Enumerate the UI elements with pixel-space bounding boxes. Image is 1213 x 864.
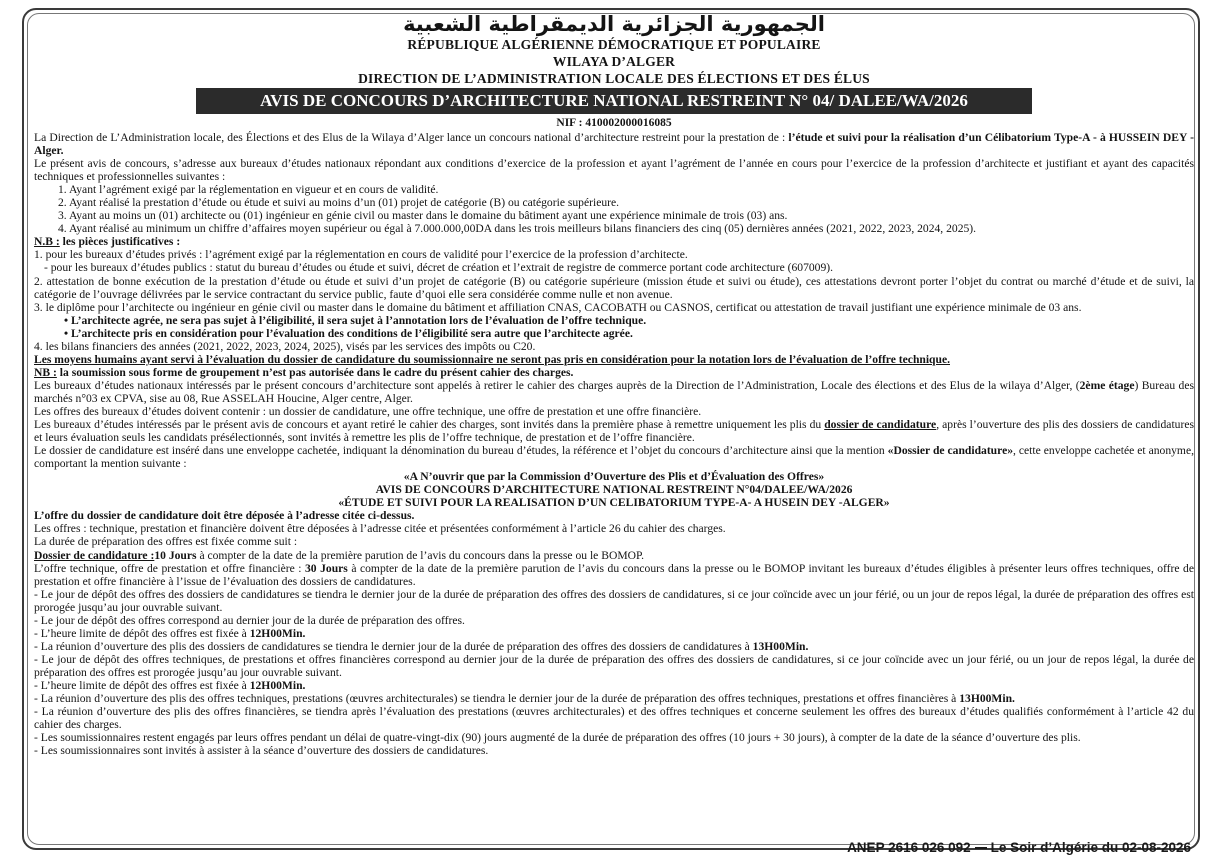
offres-contenu: Les offres des bureaux d’études doivent contenir : un dossier de candidature, une offre technique, une offre de prestation et une offre financière.	[34, 404, 702, 418]
mention-line: AVIS DE CONCOURS D’ARCHITECTURE NATIONAL RESTREINT N°04/DALEE/WA/2026	[375, 483, 853, 497]
rule-item	[34, 679, 1194, 692]
rule-item: - Le jour de dépôt des offres des dossiers de candidatures se tiendra le dernier jour de la durée de préparation des offres des dossiers de candidatures, si ce jour coïncide avec un jour férié, ou un jour de repos légal, la durée de préparation des offres est prorogée jusqu’au jour ouvrable suivant.	[34, 587, 1194, 614]
retrait-text: Les bureaux d’études nationaux intéressés par le présent concours d’architecture sont appelés à retirer le cahier des charges auprès de la Direction de l’Administration, Locale des élections et des Elus de la wilaya d’Alger, (	[34, 378, 1080, 392]
piece-item: 4. les bilans financiers des années (2021, 2022, 2023, 2024, 2025), visés par les services des impôts ou C20.	[34, 339, 536, 353]
rule-text: - L’heure limite de dépôt des offres est fixée à	[34, 678, 250, 692]
anep-reference: ANEP 2616 026 092	[847, 840, 971, 855]
intro-text: La Direction de L’Administration locale, des Élections et des Elus de la Wilaya d’Alger lance un concours national d’architecture restreint pour la prestation de :	[34, 131, 789, 144]
nb-label: N.B :	[34, 235, 60, 249]
depot-offres: Les offres : technique, prestation et financière doivent être déposées à l’adresse citée et présentées conformément à l’article 26 du cahier des charges.	[34, 522, 726, 536]
rule-item	[34, 640, 1194, 653]
dossier-duration	[34, 549, 1194, 562]
enveloppe-text-end: , cette enveloppe cachetée et anonyme, comportant la mention suivante :	[34, 444, 1194, 471]
dossier-candidature-label: dossier de candidature	[824, 418, 937, 432]
enveloppe-mention: «Dossier de candidature»	[887, 444, 1014, 458]
etage-label: 2ème étage	[1079, 378, 1135, 392]
notice-body	[34, 131, 1194, 757]
wilaya-title: WILAYA D’ALGER	[552, 54, 676, 69]
enveloppe-text: Le dossier de candidature est inséré dans une enveloppe cachetée, indiquant la dénomination du bureau d’études, la référence et l’objet du concours d’architecture ainsi que la mention	[34, 444, 888, 458]
notice-banner: AVIS DE CONCOURS D’ARCHITECTURE NATIONAL RESTREINT N° 04/ DALEE/WA/2026	[196, 88, 1032, 114]
condition-item: 2. Ayant réalisé la prestation d’étude ou étude et suivi au moins d’un (01) projet de catégorie (B) ou catégorie supérieure.	[58, 196, 620, 210]
rule-item	[34, 627, 1194, 640]
retrait-address: ) Bureau des marchés n°03 ex CPVA, sise au 08, Rue ASSELAH Houcine, Alger centre, Alger.	[34, 378, 1194, 405]
condition-item: 4. Ayant réalisé au minimum un chiffre d’affaires moyen supérieur ou égal à 7.000.000,00DA dans les trois meilleurs bilans financiers des cinq (05) dernières années (2021, 2022, 2023, 2024, 2025).	[58, 222, 977, 236]
rule-item: - Le jour de dépôt des offres techniques, de prestations et offres financières correspond au dernier jour de la durée de préparation des offres des dossiers de candidatures, si ce jour coïncide avec un jour férié, ou un jour de repos légal, la durée de préparation des offres est prorogée jusqu’au jour ouvrable suivant.	[34, 652, 1194, 679]
nb-title: les pièces justificatives :	[59, 235, 181, 249]
phase-text-end: , après l’ouverture des plis des dossiers de candidatures et leurs évaluation seuls les candidats présélectionnés, sont invités à remettre les plis de l’offre technique, de prestation et de l’offre financière.	[34, 418, 1194, 445]
rule-time: 12H00Min.	[249, 626, 306, 640]
piece-item: 3. le diplôme pour l’architecte ou ingénieur en génie civil ou master dans le domaine du bâtiment et affiliation CNAS, CACOBATH ou CASNOS, certificat ou attestation de travail justifiant une expérience minimale de 03 ans.	[34, 300, 1082, 314]
arabic-title: الجمهورية الجزائرية الديمقراطية الشعبية	[403, 12, 825, 36]
rule-item: - La réunion d’ouverture des plis des offres financières, se tiendra après l’évaluation des prestations (œuvres architecturales) et des offres techniques et concerne seulement les offres des bureaux d’études qualifiés conformément à l’article 42 du cahier des charges.	[34, 705, 1194, 732]
dossier-days: 10 Jours	[154, 548, 197, 562]
direction-title: DIRECTION DE L’ADMINISTRATION LOCALE DES ÉLECTIONS ET DES ÉLUS	[358, 71, 870, 86]
rule-item: - Les soumissionnaires restent engagés par leurs offres pendant un délai de quatre-vingt-dix (90) jours augmenté de la durée de préparation des offres (10 jours + 30 jours), à compter de la date de la séance d’ouverture des plis.	[34, 731, 1081, 745]
offre-duration-text: à compter de la date de la première parution de l’avis du concours dans la presse ou le BOMOP invitant les bureaux d’études éligibles à présenter leurs offres techniques, offre de prestation et offre financière à l’issue de l’évaluation des dossiers de candidatures.	[34, 561, 1194, 588]
footer-dash	[975, 847, 987, 849]
newspaper-date: Le Soir d’Algérie du 02-08-2026	[990, 840, 1191, 855]
rule-time: 12H00Min.	[249, 678, 306, 692]
retrait-paragraph	[34, 379, 1194, 405]
nb-pieces-heading	[34, 235, 1194, 248]
depot-title: L’offre du dossier de candidature doit être déposée à l’adresse citée ci-dessus.	[34, 509, 415, 523]
dossier-duration-label: Dossier de candidature :	[34, 548, 155, 562]
mention-line: «A N’ouvrir que par la Commission d’Ouverture des Plis et d’Évaluation des Offres»	[403, 470, 825, 484]
moyens-humains-note: Les moyens humains ayant servi à l’évaluation du dossier de candidature du soumissionnaire ne seront pas pris en considération pour la notation lors de l’évaluation de l’offre technique.	[34, 352, 950, 366]
republic-title: RÉPUBLIQUE ALGÉRIENNE DÉMOCRATIQUE ET POPULAIRE	[407, 37, 821, 52]
dossier-duration-text: à compter de la date de la première parution de l’avis du concours dans la presse ou le BOMOP.	[196, 548, 645, 562]
nif-number: NIF : 410002000016085	[556, 117, 672, 129]
piece-item: - pour les bureaux d’études publics : statut du bureau d’études ou étude et suivi, décret de création et l’extrait de registre de commerce portant code architecture (607009).	[44, 261, 834, 275]
offre-duration	[34, 562, 1194, 588]
piece-item: 2. attestation de bonne exécution de la prestation d’étude ou étude et suivi d’un projet de catégorie (B) ou catégorie supérieure (mission étude et suivi ou étude), ces attestations devront porter l’objet du contrat ou marché d’étude et de suivi, la catégorie de l’ouvrage délivrées par le service contractant du service public, faute d’quoi elle sera considérée comme nulle et non avenue.	[34, 274, 1194, 301]
nb2-label: NB :	[34, 365, 57, 379]
intro-paragraph	[34, 131, 1194, 157]
rule-time: 13H00Min.	[959, 692, 1015, 706]
intro-object: l’étude et suivi pour la réalisation d’un Célibatorium Type-A - à HUSSEIN DEY - Alger.	[34, 131, 1194, 158]
bullet-note: • L’architecte agrée, ne sera pas sujet à l’éligibilité, il sera sujet à l’annotation lors de l’évaluation de l’offre technique.	[64, 313, 647, 327]
piece-item: 1. pour les bureaux d’études privés : l’agrément exigé par la réglementation en cours de validité pour l’exercice de la profession d’architecte.	[34, 248, 688, 262]
condition-item: 1. Ayant l’agrément exigé par la réglementation en vigueur et en cours de validité.	[58, 183, 439, 197]
enveloppe-paragraph	[34, 444, 1194, 470]
offre-duration-label: L’offre technique, offre de prestation et offre financière :	[34, 561, 305, 575]
nb-groupement	[34, 366, 1194, 379]
rule-time: 13H00Min.	[752, 639, 809, 653]
offre-days: 30 Jours	[305, 561, 348, 575]
bullet-note: • L’architecte pris en considération pour l’évaluation des conditions de l’éligibilité sera autre que l’architecte agrée.	[64, 326, 633, 340]
depot-duree: La durée de préparation des offres est fixée comme suit :	[34, 535, 298, 549]
rule-item: - Les soumissionnaires sont invités à assister à la séance d’ouverture des dossiers de candidatures.	[34, 744, 489, 758]
condition-item: 3. Ayant au moins un (01) architecte ou (01) ingénieur en génie civil ou master dans le domaine du bâtiment ayant une expérience minimale de trois (03) ans.	[58, 209, 788, 223]
phase-text: Les bureaux d’études intéressés par le présent avis de concours et ayant retiré le cahier des charges, sont invités dans la première phase à remettre uniquement les plis du	[34, 418, 825, 432]
rule-item	[34, 692, 1194, 705]
phase-paragraph	[34, 418, 1194, 444]
rule-text: - La réunion d’ouverture des plis des dossiers de candidatures se tiendra le dernier jour de la durée de préparation des offres des dossiers de candidatures à	[34, 639, 753, 653]
rule-item: - Le jour de dépôt des offres correspond au dernier jour de la durée de préparation des offres.	[34, 613, 465, 627]
nb2-text: la soumission sous forme de groupement n’est pas autorisée dans le cadre du présent cahier des charges.	[56, 365, 574, 379]
eligibility-paragraph: Le présent avis de concours, s’adresse aux bureaux d’études nationaux répondant aux conditions d’exercice de la profession et ayant l’agrément de l’année en cours pour l’exercice de la profession d’architecte et justifiant et ayant des capacités techniques et professionnelles suivantes :	[34, 157, 1194, 184]
rule-text: - L’heure limite de dépôt des offres est fixée à	[34, 626, 250, 640]
publication-footer	[847, 840, 1191, 855]
mention-line: «ÉTUDE ET SUIVI POUR LA REALISATION D’UN CELIBATORIUM TYPE-A- A HUSEIN DEY -ALGER»	[338, 496, 890, 510]
notice-content	[34, 12, 1194, 757]
rule-text: - La réunion d’ouverture des plis des offres techniques, prestations (œuvres architecturales) se tiendra le dernier jour de la durée de préparation des offres techniques, prestations et offres financières à	[34, 692, 960, 706]
